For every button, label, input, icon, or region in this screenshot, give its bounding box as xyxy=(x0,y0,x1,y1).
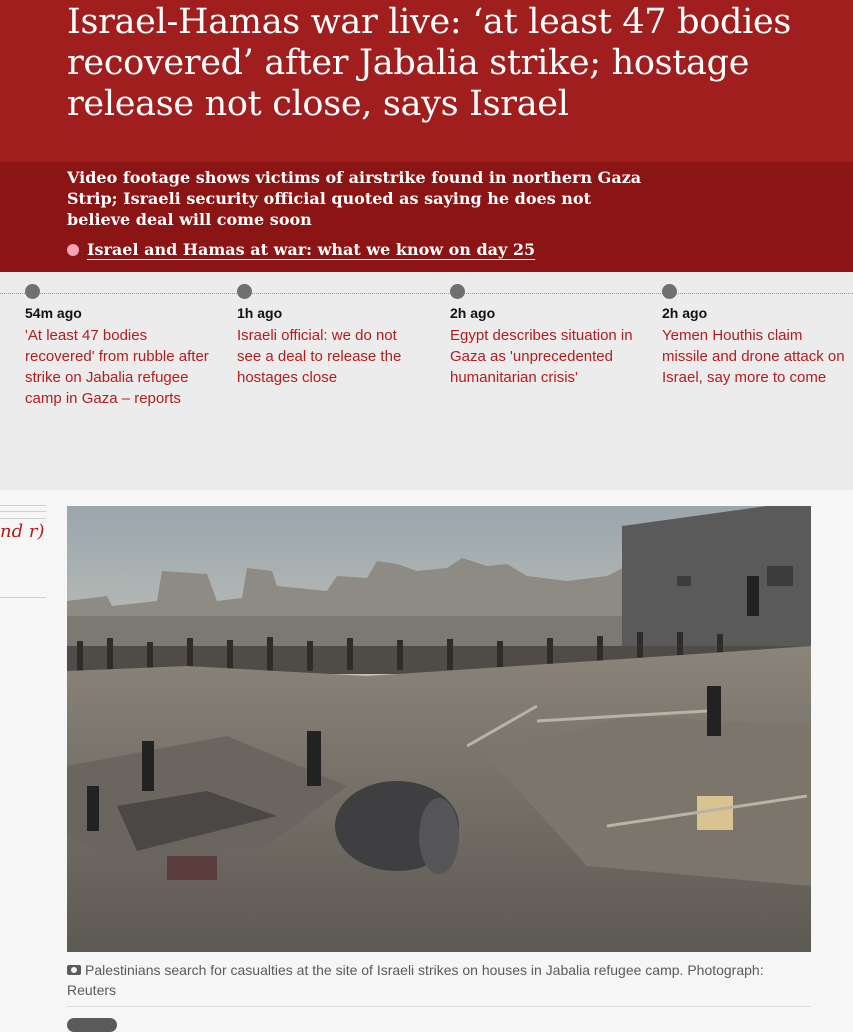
timeline-dot-icon xyxy=(450,284,465,299)
key-event-time: 2h ago xyxy=(450,305,496,321)
key-event-2[interactable] xyxy=(237,284,422,388)
main-photo xyxy=(67,506,811,952)
key-event-4[interactable] xyxy=(662,284,847,388)
photo-illustration xyxy=(67,506,811,952)
key-event-text: Egypt describes situation in Gaza as 'unprecedented humanitarian crisis' xyxy=(450,327,633,386)
key-event-text: Israeli official: we do not see a deal to release the hostages close xyxy=(237,327,402,386)
side-column-fragment xyxy=(0,505,46,600)
key-event-time: 54m ago xyxy=(25,305,82,321)
timeline-dot-icon xyxy=(237,284,252,299)
related-article-label: Israel and Hamas at war: what we know on day 25 xyxy=(87,240,536,259)
standfirst-band xyxy=(0,162,853,272)
side-divider xyxy=(0,597,46,598)
photo-caption xyxy=(67,960,811,1000)
key-event-1[interactable] xyxy=(25,284,210,409)
camera-icon xyxy=(67,965,81,975)
key-events-timeline xyxy=(0,272,853,490)
bullet-dot-icon xyxy=(67,244,79,256)
side-column-text: nd r) xyxy=(0,521,45,542)
caption-text: Palestinians search for casualties at the site of Israeli strikes on houses in Jabalia refugee camp. Photograph: Reuters xyxy=(67,962,764,998)
key-event-time: 1h ago xyxy=(237,305,283,321)
key-event-text: Yemen Houthis claim missile and drone attack on Israel, say more to come xyxy=(662,327,845,386)
related-article-link[interactable] xyxy=(67,240,535,259)
side-rules xyxy=(0,505,46,519)
key-event-3[interactable] xyxy=(450,284,635,388)
headline-band xyxy=(0,0,853,162)
article-standfirst: Video footage shows victims of airstrike found in northern Gaza Strip; Israeli security official quoted as saying he does not believe deal will come soon xyxy=(67,168,642,229)
key-event-time: 2h ago xyxy=(662,305,708,321)
article-headline: Israel-Hamas war live: ‘at least 47 bodies recovered’ after Jabalia strike; hostage release not close, says Israel xyxy=(67,2,792,124)
timeline-dot-icon xyxy=(25,284,40,299)
timeline-dot-icon xyxy=(662,284,677,299)
key-event-text: 'At least 47 bodies recovered' from rubble after strike on Jabalia refugee camp in Gaza – reports xyxy=(25,327,209,407)
toggle-switch[interactable] xyxy=(67,1018,117,1032)
caption-divider xyxy=(67,1006,811,1007)
